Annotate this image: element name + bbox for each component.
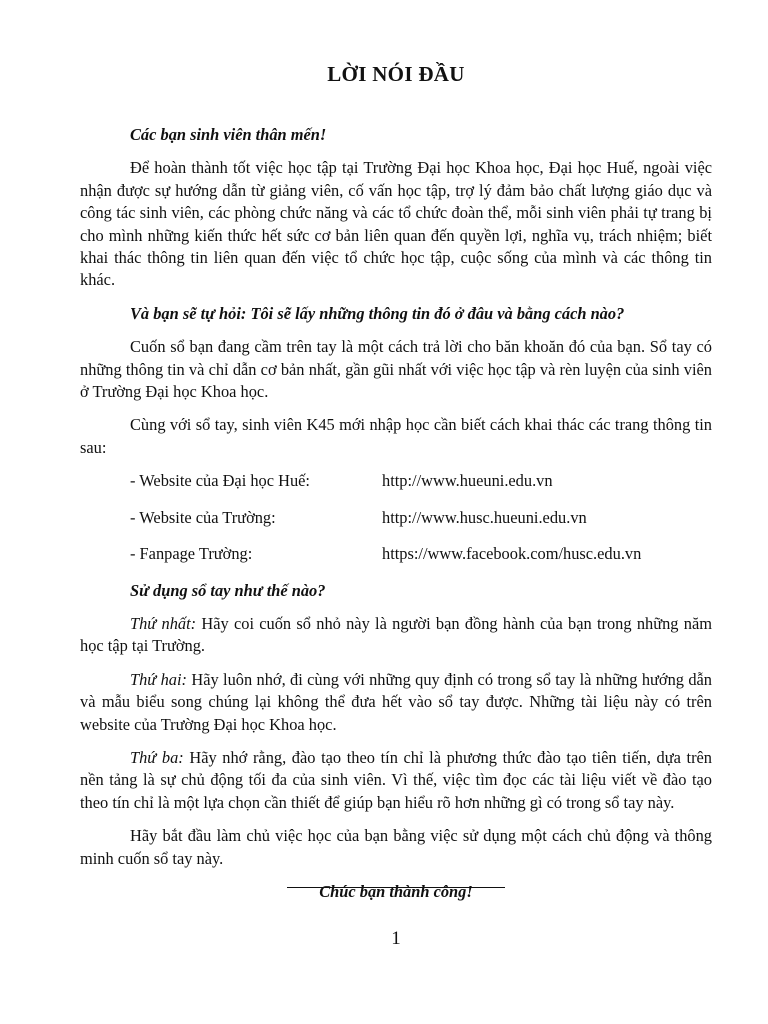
divider-line	[287, 887, 505, 888]
first-label: Thứ nhất:	[130, 613, 197, 633]
link-label: - Fanpage Trường:	[130, 544, 253, 564]
link-url[interactable]: http://www.husc.hueuni.edu.vn	[382, 507, 587, 527]
paragraph-second	[80, 669, 712, 736]
paragraph-third	[80, 747, 712, 814]
greeting: Các bạn sinh viên thân mến!	[130, 125, 327, 144]
third-text: Hãy nhớ rằng, đào tạo theo tín chỉ là phương thức đào tạo tiên tiến, dựa trên nền tảng là sự chủ động tối đa của sinh viên. Vì thế, việc tìm đọc các tài liệu viết về đào tạo theo tín chỉ là một lựa chọn cần thiết để giúp bạn hiểu rõ hơn những gì có trong sổ tay này.	[80, 747, 712, 812]
document-body	[80, 124, 712, 914]
link-url[interactable]: https://www.facebook.com/husc.edu.vn	[382, 544, 642, 564]
link-label: - Website của Đại học Huế:	[130, 471, 310, 491]
first-text: Hãy coi cuốn sổ nhỏ này là người bạn đồng hành của bạn trong những năm học tập tại Trường.	[80, 613, 712, 656]
third-label: Thứ ba:	[130, 747, 184, 767]
second-text: Hãy luôn nhớ, đi cùng với những quy định có trong sổ tay là những hướng dẫn và mẫu biểu song chúng lại không thể đưa hết vào sổ tay được. Những tài liệu này có trên website của Trường Đại học Khoa học.	[80, 669, 712, 734]
link-url[interactable]: http://www.hueuni.edu.vn	[382, 471, 553, 491]
paragraph-intro: Để hoàn thành tốt việc học tập tại Trường Đại học Khoa học, Đại học Huế, ngoài việc nhận được sự hướng dẫn từ giảng viên, cố vấn học tập, trợ lý đảm bảo chất lượng giáo dục và công tác sinh viên, các phòng chức năng và các tổ chức đoàn thể, mỗi sinh viên phải tự trang bị cho mình những kiến thức hết sức cơ bản liên quan đến quyền lợi, nghĩa vụ, trách nhiệm; biết khai thác thông tin liên quan đến việc tổ chức học tập, cuộc sống của mình và các thông tin khác.	[80, 158, 712, 290]
paragraph-closing: Hãy bắt đầu làm chủ việc học của bạn bằng việc sử dụng một cách chủ động và thông minh cuốn sổ tay này.	[80, 826, 712, 868]
sign-off: Chúc bạn thành công!	[319, 881, 473, 901]
paragraph-handbook: Cuốn sổ bạn đang cầm trên tay là một cách trả lời cho băn khoăn đó của bạn. Sổ tay có những thông tin và chỉ dẫn cơ bản nhất, gần gũi nhất với việc học tập và rèn luyện của sinh viên ở Trường Đại học Khoa học.	[80, 337, 712, 402]
paragraph-info-sources: Cùng với sổ tay, sinh viên K45 mới nhập học cần biết cách khai thác các trang thông tin sau:	[80, 415, 712, 457]
usage-heading: Sử dụng sổ tay như thế nào?	[130, 580, 326, 600]
paragraph-first	[80, 613, 712, 658]
link-row-husc	[80, 507, 712, 529]
link-label: - Website của Trường:	[130, 507, 276, 527]
second-label: Thứ hai:	[130, 669, 188, 689]
link-row-hueuni	[80, 470, 712, 492]
link-row-fanpage	[80, 543, 712, 565]
page-title: LỜI NÓI ĐẦU	[327, 62, 465, 86]
question-heading: Và bạn sẽ tự hỏi: Tôi sẽ lấy những thông tin đó ở đâu và bằng cách nào?	[130, 303, 625, 323]
page-number: 1	[391, 928, 401, 949]
